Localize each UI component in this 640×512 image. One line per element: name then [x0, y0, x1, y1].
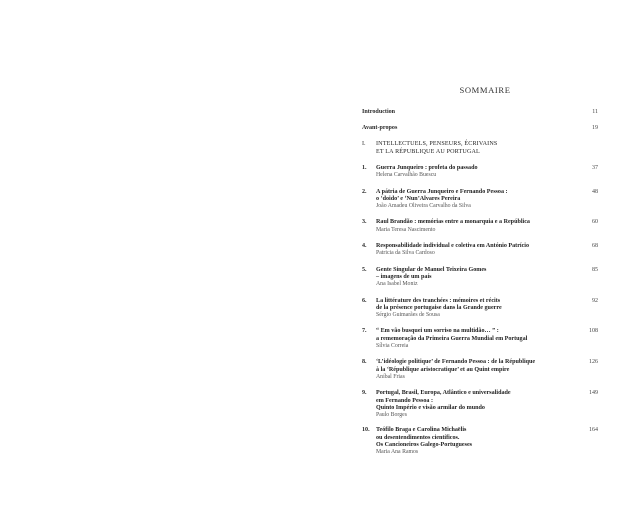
entry-title-line: Gente Singular de Manuel Teixeira Gomes — [376, 266, 487, 273]
toc-entry — [362, 189, 598, 211]
toc-entry — [362, 328, 598, 350]
toc-entry — [362, 427, 598, 456]
toc-entry — [362, 219, 598, 234]
entry-number: 2. — [362, 188, 367, 195]
table-of-contents — [362, 85, 598, 457]
entry-number: 10. — [362, 427, 370, 434]
toc-page-number: 48 — [592, 188, 598, 195]
entry-number: 4. — [362, 243, 367, 250]
entry-author: Maria Ana Ramos — [376, 449, 419, 456]
toc-page-number: 68 — [592, 243, 598, 250]
toc-entry — [362, 298, 598, 320]
toc-entry — [362, 390, 598, 419]
entry-title-line: à la ‘République aristocratique’ et au Quint empire — [376, 366, 510, 373]
entry-title-line: La littérature des tranchées : mémoires et récits — [376, 297, 501, 304]
toc-page-number: 85 — [592, 266, 598, 273]
entry-author: Patricia da Silva Cardoso — [376, 250, 435, 257]
toc-item-label: Introduction — [362, 109, 396, 115]
entry-title-line: A pátria de Guerra Junqueiro e Fernando Pessoa : — [376, 188, 508, 195]
entry-author: João Amadeu Oliveira Carvalho da Silva — [376, 203, 471, 210]
toc-entry — [362, 165, 598, 180]
entry-author: Sílvia Correia — [376, 343, 409, 350]
toc-entries — [362, 165, 598, 457]
entry-title-line: Portugal, Brasil, Europa, Atlântico e universalidade — [376, 390, 511, 397]
entry-title-line: a rememoração da Primeira Guerra Mundial em Portugal — [376, 335, 528, 342]
entry-title-line: Responsabilidade individual e coletiva em António Patrício — [376, 243, 530, 250]
toc-item-introduction — [362, 109, 598, 116]
entry-author: Ana Isabel Moniz — [376, 281, 418, 288]
toc-item-label: Avant-propos — [362, 125, 398, 132]
entry-title-line: em Fernando Pessoa : — [376, 397, 434, 404]
entry-title-line: o ‘doido’ e ‘Nun’Alvares Pereira — [376, 195, 461, 202]
toc-page-number: 11 — [592, 109, 598, 115]
entry-number: 9. — [362, 390, 367, 397]
toc-entry — [362, 267, 598, 289]
toc-page-number: 164 — [589, 427, 598, 434]
entry-title-line: “ Em vão busquei um sorriso na multidão… ” : — [376, 328, 499, 335]
toc-page-number: 149 — [589, 390, 598, 397]
entry-author: Aníbal Frias — [376, 373, 405, 380]
entry-number: 3. — [362, 219, 367, 226]
entry-number: 7. — [362, 328, 367, 335]
toc-page-number: 60 — [592, 219, 598, 226]
entry-author: Paulo Borges — [376, 412, 407, 419]
entry-number: 1. — [362, 165, 367, 171]
entry-title-line: ‘L’idéologie politique’ de Fernando Pessoa : de la République — [376, 359, 536, 366]
entry-author: Maria Teresa Nascimento — [376, 226, 436, 233]
section-title-line: ET LA RÉPUBLIQUE AU PORTUGAL — [376, 148, 480, 155]
section-title-line: INTELLECTUELS, PENSEURS, ÉCRIVAINS — [376, 141, 498, 148]
toc-page-number: 126 — [589, 359, 598, 366]
entry-title-line: Guerra Junqueiro : profeta do passado — [376, 165, 478, 171]
entry-number: 6. — [362, 297, 367, 304]
entry-title-line: – imagens de um país — [376, 273, 432, 280]
toc-entry — [362, 243, 598, 258]
entry-author: Sérgio Guimarães de Sousa — [376, 312, 440, 319]
entry-number: 5. — [362, 266, 367, 273]
entry-title-line: Raul Brandão : memórias entre a monarquia e a República — [376, 219, 530, 226]
entry-number: 8. — [362, 359, 367, 366]
toc-page-number: 37 — [592, 165, 598, 171]
toc-page-number: 108 — [589, 328, 598, 335]
section-number: I. — [362, 141, 366, 148]
toc-page-number: 19 — [592, 125, 598, 132]
entry-title-line: de la présence portugaise dans la Grande guerre — [376, 304, 502, 311]
toc-entry — [362, 359, 598, 381]
entry-title-line: Os Cancioneiros Galego-Portugueses — [376, 442, 473, 449]
toc-page-number: 92 — [592, 297, 598, 304]
page-title: SOMMAIRE — [459, 85, 511, 95]
toc-section-heading — [362, 141, 598, 156]
toc-item-avant-propos — [362, 125, 598, 132]
entry-title-line: ou desentendimentos científicos. — [376, 434, 460, 441]
entry-title-line: Teófilo Braga e Carolina Michaëlis — [376, 427, 467, 434]
entry-author: Helena Carvalhão Buescu — [376, 172, 437, 179]
entry-title-line: Quinto Império e visão armilar do mundo — [376, 404, 485, 411]
